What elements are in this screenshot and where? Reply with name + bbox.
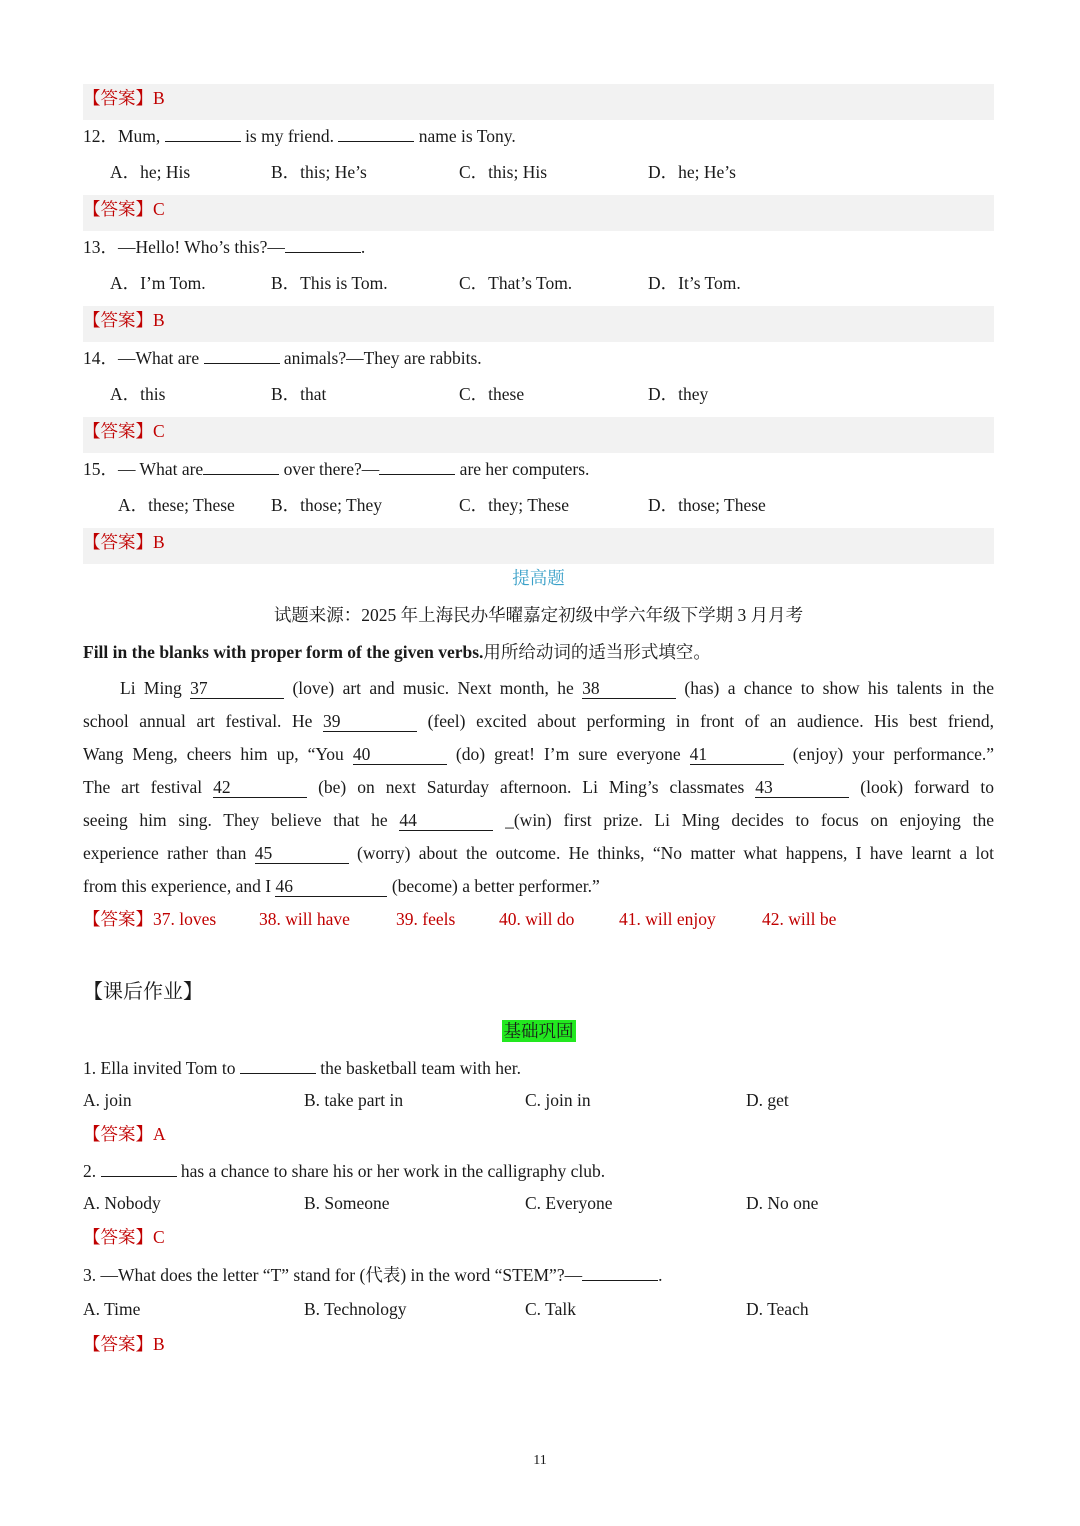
option-b: B. Technology <box>304 1299 407 1319</box>
option-c: C．this; His <box>459 162 548 182</box>
question-14: 14．—What are animals?—They are rabbits. <box>83 345 994 370</box>
option-a: A．he; His <box>110 162 191 182</box>
option-a: A．this <box>110 384 166 404</box>
option-c: C. join in <box>525 1090 591 1110</box>
homework-title: 【课后作业】 <box>83 979 203 1003</box>
option-d: D. No one <box>746 1193 819 1213</box>
answer-hw-q3: 【答案】B <box>83 1334 165 1354</box>
option-a: A．I’m Tom. <box>110 273 206 293</box>
option-b: B．those; They <box>271 495 382 515</box>
option-c: C．they; These <box>459 495 570 515</box>
homework-question-2: 2. has a chance to share his or her work in the calligraphy club. <box>83 1158 994 1183</box>
answer-bar <box>83 417 994 453</box>
passage-line: experience rather than 45 (worry) about the outcome. He thinks, “No matter what happens, I have learnt a lot <box>83 843 994 863</box>
homework-subheading: 基础巩固 <box>503 1021 574 1041</box>
passage-line: Li Ming 37 (love) art and music. Next month, he 38 (has) a chance to show his talents in the <box>120 678 994 698</box>
instruction: Fill in the blanks with proper form of the given verbs.用所给动词的适当形式填空。 <box>83 642 711 662</box>
section-heading: 提高题 <box>512 568 565 588</box>
option-c: C. Talk <box>525 1299 576 1319</box>
option-a: A. join <box>83 1090 132 1110</box>
answer-passage: 【答案】37. loves 38. will have 39. feels 40. will do 41. will enjoy 42. will be <box>83 909 837 929</box>
passage-line: seeing him sing. They believe that he 44 _(win) first prize. Li Ming decides to focus on enjoying the <box>83 810 995 830</box>
option-c: C．these <box>459 384 525 404</box>
answer-bar <box>83 195 994 231</box>
option-b: B．that <box>271 384 327 404</box>
passage <box>83 672 994 903</box>
answer-q11: 【答案】B <box>83 88 165 108</box>
question-source: 试题来源：2025 年上海民办华曜嘉定初级中学六年级下学期 3 月月考 <box>273 605 804 625</box>
option-a: A. Nobody <box>83 1193 161 1213</box>
page-number: 11 <box>533 1453 547 1468</box>
question-12: 12．Mum, is my friend. name is Tony. <box>83 123 994 148</box>
option-b: B. Someone <box>304 1193 390 1213</box>
answer-q14: 【答案】C <box>83 421 165 441</box>
option-d: D．those; These <box>648 495 766 515</box>
answer-q12: 【答案】C <box>83 199 165 219</box>
question-15: 15．— What are over there?— are her computers. <box>83 456 994 481</box>
option-d: D．they <box>648 384 709 404</box>
answer-hw-q2: 【答案】C <box>83 1227 165 1247</box>
question-13: 13．—Hello! Who’s this?— . <box>83 234 994 259</box>
option-a: A. Time <box>83 1299 141 1319</box>
answer-bar <box>83 84 994 120</box>
passage-line: school annual art festival. He 39 (feel) excited about performing in front of an audience. His best friend, <box>83 711 994 731</box>
option-d: D．It’s Tom. <box>648 273 741 293</box>
option-d: D. get <box>746 1090 789 1110</box>
option-d: D. Teach <box>746 1299 809 1319</box>
option-b: B．This is Tom. <box>271 273 388 293</box>
answer-hw-q1: 【答案】A <box>83 1124 166 1144</box>
passage-line: The art festival 42 (be) on next Saturday afternoon. Li Ming’s classmates 43 (look) forward to <box>83 777 994 797</box>
homework-question-1: 1. Ella invited Tom to the basketball team with her. <box>83 1055 994 1080</box>
passage-line: Wang Meng, cheers him up, “You 40 (do) great! I’m sure everyone 41 (enjoy) your performance.” <box>83 744 994 764</box>
option-a: A．these; These <box>118 495 235 515</box>
passage-line: from this experience, and I 46 (become) a better performer.” <box>83 876 600 896</box>
option-c: C．That’s Tom. <box>459 273 573 293</box>
option-c: C. Everyone <box>525 1193 613 1213</box>
option-b: B. take part in <box>304 1090 404 1110</box>
answer-bar <box>83 528 994 564</box>
option-d: D．he; He’s <box>648 162 736 182</box>
homework-question-3: 3. —What does the letter “T” stand for (代表) in the word “STEM”?— . <box>83 1262 994 1287</box>
answer-q13: 【答案】B <box>83 310 165 330</box>
answer-bar <box>83 306 994 342</box>
answer-q15: 【答案】B <box>83 532 165 552</box>
option-b: B．this; He’s <box>271 162 367 182</box>
